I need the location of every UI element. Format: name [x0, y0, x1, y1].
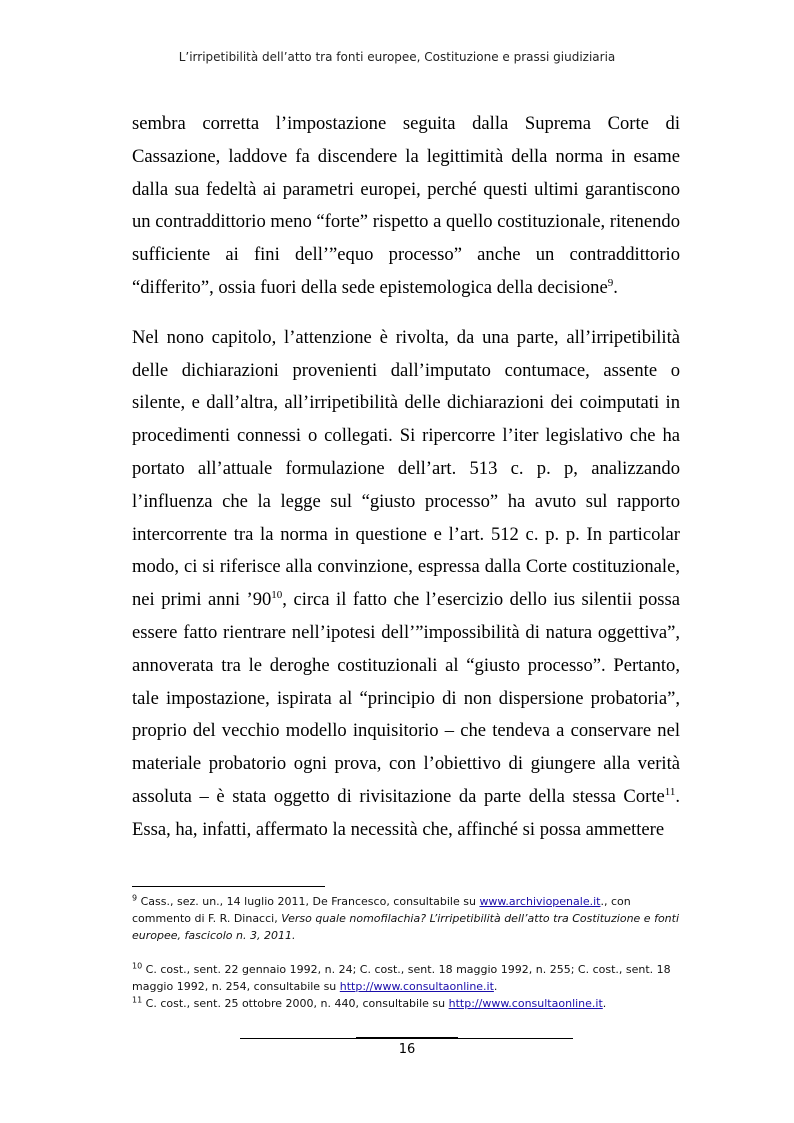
- footnote-ref-9[interactable]: 9: [607, 276, 614, 289]
- page-number: 16: [398, 1042, 416, 1057]
- footnote-9: $^9$ Cass., sez. un., 14 luglio 2011, De Francesco, consultabile su www.archiviopenale.it., con commento di F. R. Dinacci, Verso quale nomofilachia? L’irripetibilità dell’atto tra Costituzione e fonti europee, fascicolo n. 3, 2011.: [132, 893, 680, 942]
- footer-rule-accent: [356, 1037, 458, 1039]
- footnote-ref-10[interactable]: 10: [271, 588, 283, 601]
- footnote-separator: [132, 886, 325, 887]
- consultaonline-link-10[interactable]: http://www.consultaonline.it: [339, 980, 494, 993]
- footnotes: [132, 893, 680, 1012]
- paragraph-1: sembra corretta l’impostazione seguita dalla Suprema Corte di Cassazione, laddove fa discendere la legittimità della norma in esame dalla sua fedeltà ai parametri europei, perché questi ultimi garantiscono un contraddittorio meno “forte” rispetto a quello costituzionale, ritenendo sufficiente ai fini dell’”equo processo” anche un contraddittorio “differito”, ossia fuori della sede epistemologica della decisione$^9$.: [132, 113, 680, 298]
- footnote-11: $^{11}$ C. cost., sent. 25 ottobre 2000, n. 440, consultabile su http://www.consultaonline.it.: [132, 995, 607, 1010]
- footnote-ref-11[interactable]: 11: [664, 785, 676, 798]
- running-header: L’irripetibilità dell’atto tra fonti europee, Costituzione e prassi giudiziaria: [178, 50, 616, 64]
- footnote-10: $^{10}$ C. cost., sent. 22 gennaio 1992, n. 24; C. cost., sent. 18 maggio 1992, n. 255; C. cost., sent. 18 maggio 1992, n. 254, consultabile su http://www.consultaonline.it.: [132, 961, 671, 993]
- main-text: [132, 108, 680, 847]
- consultaonline-link-11[interactable]: http://www.consultaonline.it: [448, 997, 603, 1010]
- paragraph-2: Nel nono capitolo, l’attenzione è rivolta, da una parte, all’irripetibilità delle dichiarazioni provenienti dall’imputato contumace, assente o silente, e dall’altra, all’irripetibilità delle dichiarazioni dei coimputati in procedimenti connessi o collegati. Si ripercorre l’iter legislativo che ha portato all’attuale formulazione dell’art. 513 c. p. p, analizzando l’influenza che la legge sul “giusto processo” ha avuto sul rapporto intercorrente tra la norma in questione e l’art. 512 c. p. p. In particolar modo, ci si riferisce alla convinzione, espressa dalla Corte costituzionale, nei primi anni $’90^{10}$, circa il fatto che l’esercizio dello ius silentii possa essere fatto rientrare nell’ipotesi dell’”impossibilità di natura oggettiva”, annoverata tra le deroghe costituzionali al “giusto processo”. Pertanto, tale impostazione, ispirata al “principio di non dispersione probatoria”, proprio del vecchio modello inquisitorio – che tendeva a conservare nel materiale probatorio ogni prova, con l’obiettivo di giungere alla verità assoluta – è stata oggetto di rivisitazione da parte della stessa Corte$^{11}$. Essa, ha, infatti, affermato la necessità che, affinché si possa ammettere: [132, 326, 680, 840]
- archiviopenale-link[interactable]: www.archiviopenale.it: [479, 895, 601, 908]
